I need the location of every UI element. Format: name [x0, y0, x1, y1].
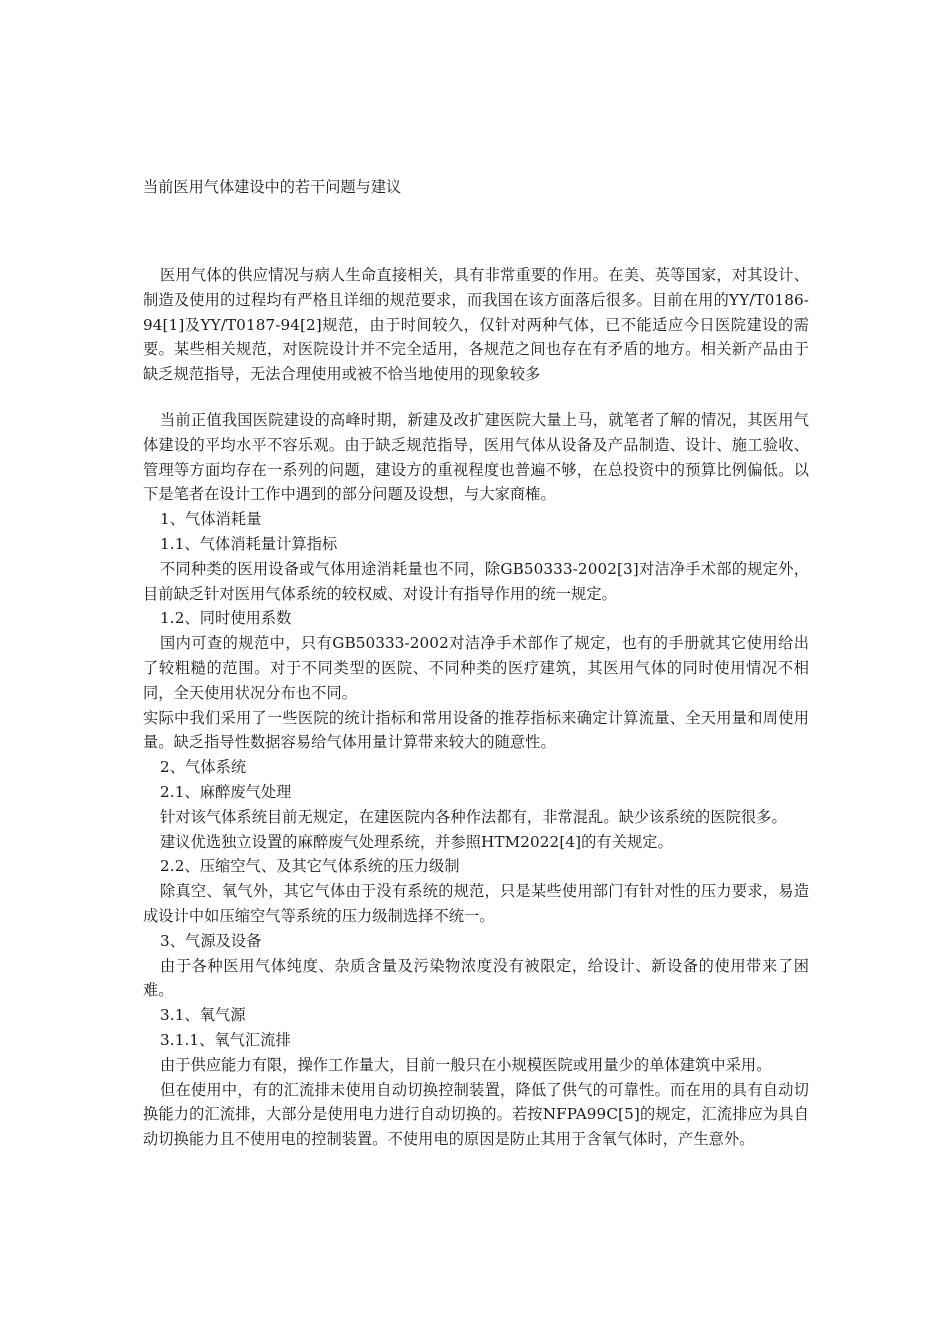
- heading-oxygen-source: 3.1、氧气源: [160, 1006, 246, 1025]
- paragraph-practice: 实际中我们采用了一些医院的统计指标和常用设备的推荐指标来确定计算流量、全天用量和周使用量。缺乏指导性数据容易给气体用量计算带来较大的随意性。: [143, 708, 809, 752]
- title-spacer: [143, 202, 809, 263]
- paragraph-intro: 医用气体的供应情况与病人生命直接相关，具有非常重要的作用。在美、英等国家，对其设计、制造及使用的过程均有严格且详细的规范要求，而我国在该方面落后很多。目前在用的YY/T0186-94[1]及YY/T0187-94[2]规范，由于时间较久，仅针对两种气体，已不能适应今日医院建设的需要。某些相关规范，对医院设计并不完全适用，各规范之间也存在有矛盾的地方。相关新产品由于缺乏规范指导，无法合理使用或被不恰当地使用的现象较多: [143, 266, 809, 384]
- paragraph-anesthesia-waste: 针对该气体系统目前无规定，在建医院内各种作法都有，非常混乱。缺少该系统的医院很多。: [160, 807, 787, 826]
- paragraph-anesthesia-suggestion: 建议优选独立设置的麻醉废气处理系统，并参照HTM2022[4]的有关规定。: [160, 832, 673, 851]
- heading-pressure-levels: 2.2、压缩空气、及其它气体系统的压力级制: [160, 857, 460, 876]
- paragraph-manifold-switching: 但在使用中，有的汇流排未使用自动切换控制装置，降低了供气的可靠性。而在用的具有自动切换能力的汇流排，大部分是使用电力进行自动切换的。若按NFPA99C[5]的规定，汇流排应为具自动切换能力且不使用电的控制装置。不使用电的原因是防止其用于含氧气体时，产生意外。: [143, 1080, 809, 1149]
- heading-gas-source: 3、气源及设备: [160, 931, 262, 950]
- paragraph-pressure-levels: 除真空、氧气外，其它气体由于没有系统的规范，只是某些使用部门有针对性的压力要求，易造成设计中如压缩空气等系统的压力级制选择不统一。: [143, 882, 809, 925]
- paragraph-simultaneous-factor: 国内可查的规范中，只有GB50333-2002对洁净手术部作了规定，也有的手册就其它使用给出了较粗糙的范围。对于不同类型的医院、不同种类的医疗建筑，其医用气体的同时使用情况不相同，全天使用状况分布也不同。: [143, 634, 809, 702]
- document-body: [143, 172, 809, 1152]
- paragraph-consumption-indicator: 不同种类的医用设备或气体用途消耗量也不同，除GB50333-2002[3]对洁净手术部的规定外，目前缺乏针对医用气体系统的较权威、对设计有指导作用的统一规定。: [143, 559, 809, 603]
- document-title: 当前医用气体建设中的若干问题与建议: [143, 178, 402, 196]
- paragraph-context: 当前正值我国医院建设的高峰时期，新建及改扩建医院大量上马，就笔者了解的情况，其医用气体建设的平均水平不容乐观。由于缺乏规范指导，医用气体从设备及产品制造、设计、施工验收、管理等方面均存在一系列的问题，建设方的重视程度也普遍不够，在总投资中的预算比例偏低。以下是笔者在设计工作中遇到的部分问题及设想，与大家商榷。: [143, 410, 809, 504]
- heading-consumption-indicator: 1.1、气体消耗量计算指标: [160, 534, 338, 553]
- heading-anesthesia-waste: 2.1、麻醉废气处理: [160, 782, 292, 801]
- heading-oxygen-manifold: 3.1.1、氧气汇流排: [160, 1030, 291, 1049]
- heading-simultaneous-factor: 1.2、同时使用系数: [160, 609, 292, 628]
- heading-gas-consumption: 1、气体消耗量: [160, 510, 262, 529]
- paragraph-gas-source: 由于各种医用气体纯度、杂质含量及污染物浓度没有被限定，给设计、新设备的使用带来了困难。: [143, 956, 809, 1000]
- heading-gas-system: 2、气体系统: [160, 758, 247, 777]
- paragraph-oxygen-manifold: 由于供应能力有限，操作工作量大，目前一般只在小规模医院或用量少的单体建筑中采用。: [160, 1055, 772, 1074]
